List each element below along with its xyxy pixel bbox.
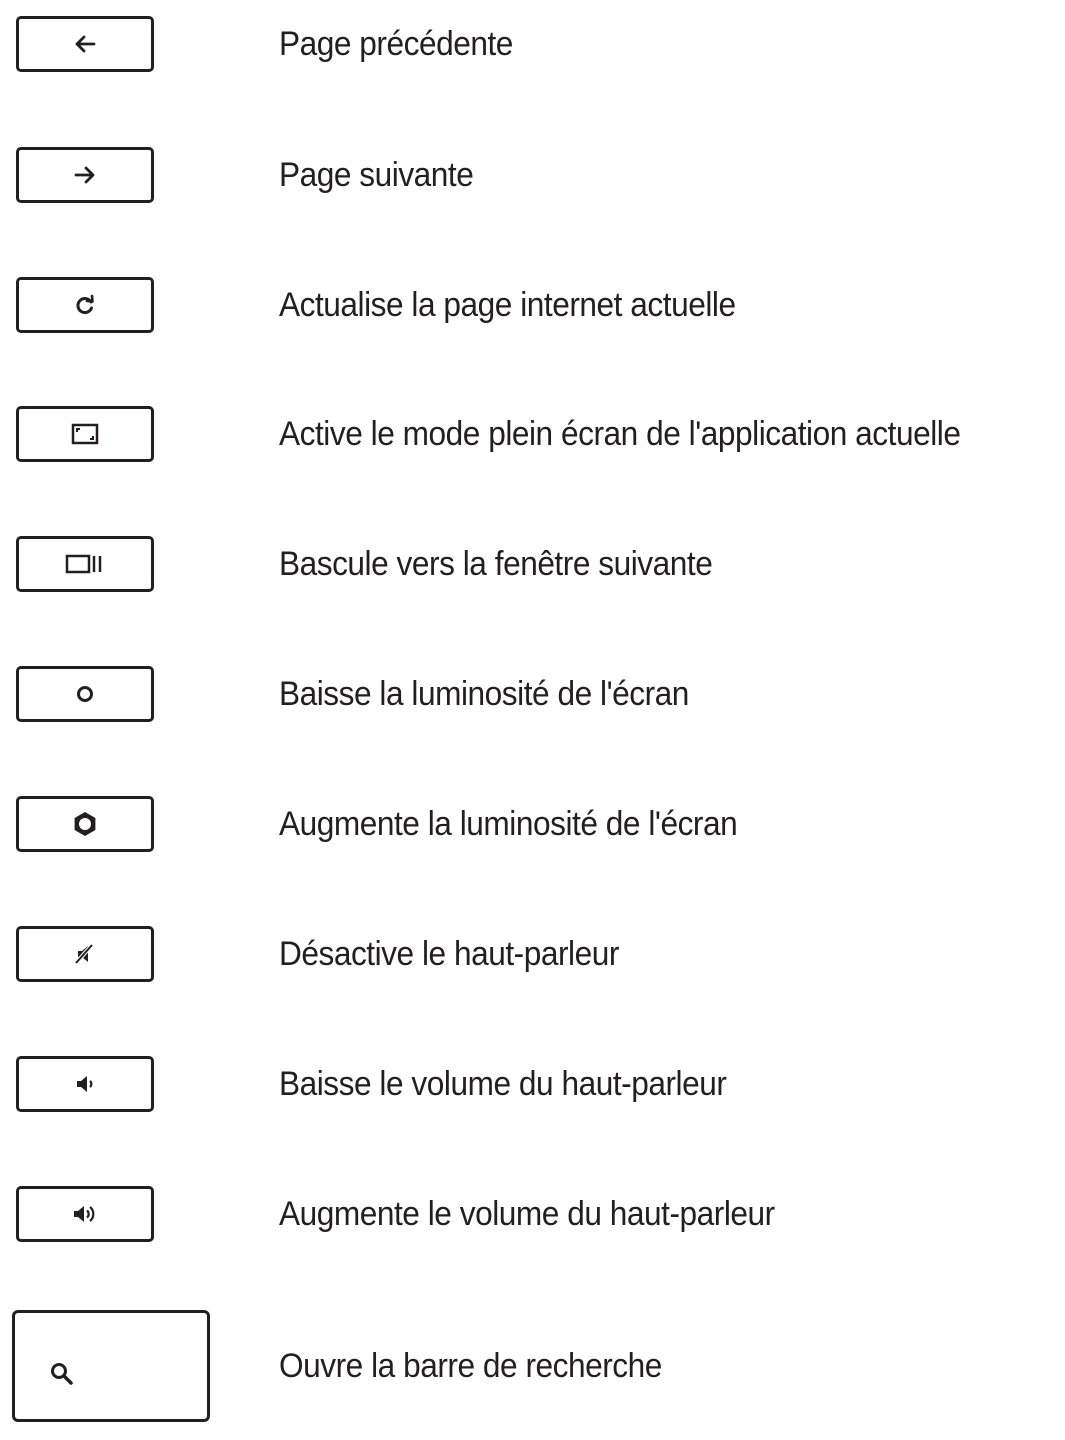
volume-up-key[interactable] <box>16 1186 154 1242</box>
shortcut-row-switch-window <box>0 536 1065 626</box>
back-key[interactable] <box>16 16 154 72</box>
shortcut-description: Page précédente <box>279 25 513 63</box>
brightness-up-key[interactable] <box>16 796 154 852</box>
shortcut-description: Baisse la luminosité de l'écran <box>279 675 689 713</box>
refresh-key[interactable] <box>16 277 154 333</box>
switch-window-icon <box>65 553 105 575</box>
shortcut-description: Baisse le volume du haut-parleur <box>279 1065 727 1103</box>
shortcut-row-mute <box>0 926 1065 1016</box>
shortcut-row-fullscreen <box>0 406 1065 496</box>
search-icon <box>49 1361 75 1387</box>
arrow-right-icon <box>73 165 97 185</box>
shortcut-row-volume-up <box>0 1186 1065 1276</box>
shortcut-row-refresh <box>0 277 1065 367</box>
shortcut-row-search <box>0 1310 1065 1430</box>
brightness-up-icon <box>71 810 99 838</box>
fullscreen-icon <box>71 423 99 445</box>
volume-down-icon <box>73 1073 97 1095</box>
shortcut-description: Désactive le haut-parleur <box>279 935 619 973</box>
mute-key[interactable] <box>16 926 154 982</box>
shortcut-description: Bascule vers la fenêtre suivante <box>279 545 713 583</box>
fullscreen-key[interactable] <box>16 406 154 462</box>
shortcut-row-brightness-up <box>0 796 1065 886</box>
volume-up-icon <box>71 1202 99 1226</box>
shortcut-description: Ouvre la barre de recherche <box>279 1347 662 1385</box>
brightness-down-icon <box>74 683 96 705</box>
switch-window-key[interactable] <box>16 536 154 592</box>
arrow-left-icon <box>73 34 97 54</box>
brightness-down-key[interactable] <box>16 666 154 722</box>
shortcut-description: Page suivante <box>279 156 474 194</box>
shortcut-description: Augmente le volume du haut-parleur <box>279 1195 775 1233</box>
search-key[interactable] <box>12 1310 210 1422</box>
shortcut-description: Actualise la page internet actuelle <box>279 286 736 324</box>
forward-key[interactable] <box>16 147 154 203</box>
shortcut-row-next-page <box>0 147 1065 237</box>
mute-icon <box>73 942 97 966</box>
shortcut-row-previous-page <box>0 16 1065 106</box>
shortcut-description: Augmente la luminosité de l'écran <box>279 805 738 843</box>
volume-down-key[interactable] <box>16 1056 154 1112</box>
shortcut-row-brightness-down <box>0 666 1065 756</box>
shortcut-description: Active le mode plein écran de l'application actuelle <box>279 415 961 453</box>
shortcut-row-volume-down <box>0 1056 1065 1146</box>
refresh-icon <box>74 294 96 316</box>
